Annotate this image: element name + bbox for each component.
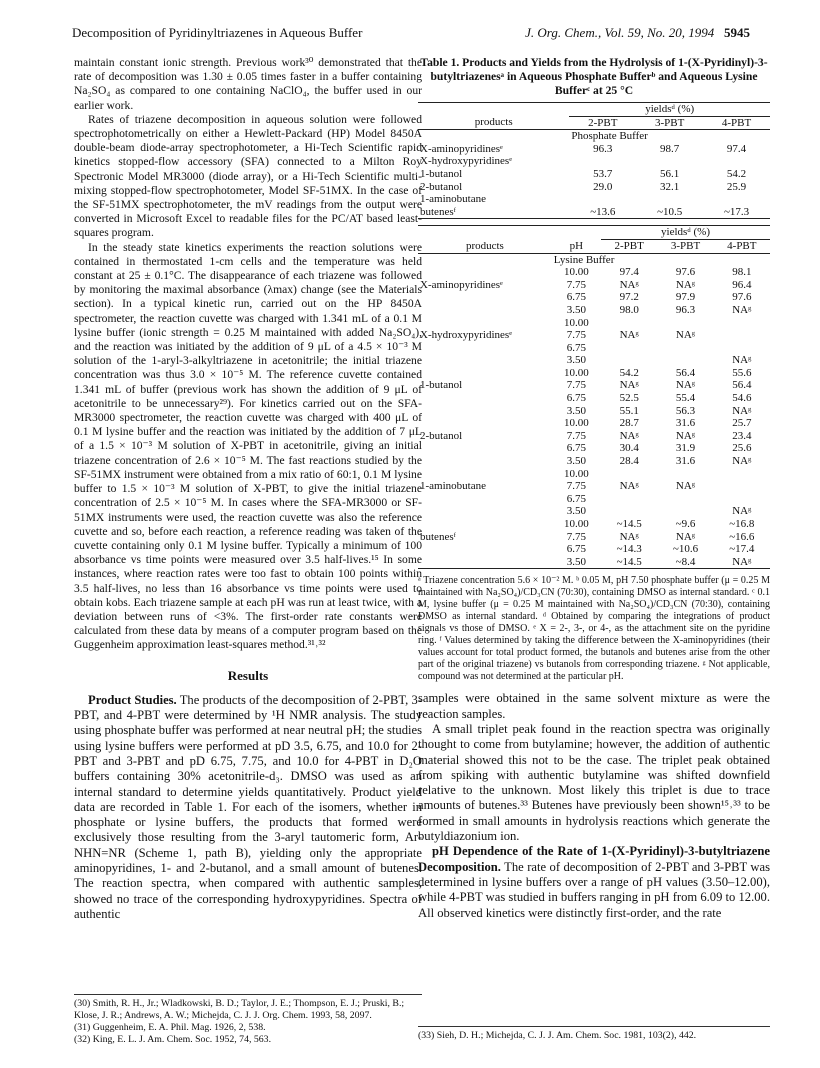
table-cell bbox=[418, 543, 552, 556]
table-cell: butenesᶠ bbox=[420, 530, 456, 543]
table-cell: 7.75 bbox=[566, 530, 587, 543]
table-cell: 55.6 bbox=[732, 366, 752, 379]
table-cell: NAᵍ bbox=[619, 480, 639, 493]
table-cell: NAᵍ bbox=[675, 530, 696, 543]
paragraph-ph-dependence bbox=[418, 844, 770, 920]
table-row bbox=[418, 168, 770, 181]
table-cell: 6.75 bbox=[566, 291, 587, 304]
paragraph: Rates of triazene decomposition in aqueous solution were followed spectrophotometrically on either a Hewlett-Packard (HP) Model 8450A double-beam diode-array spectrophotometer, a Hi-Tech Scientific rapid kinetics stopped-flow accessory (SFA) connected to a Milton Roy Spectronic Model MR3000 (diode array), or a Hi-Tech Scientific multi-mixing stopped-flow spectrophotometer, Model SF-51MX. In the case of the SF-51MX spectrophotometer, the mV readings from the output were converted in Microsoft Excel to readable files for the PC/AT based least-squares program. bbox=[74, 112, 422, 240]
table-cell: ~9.6 bbox=[675, 518, 696, 530]
table-cell: NAᵍ bbox=[619, 530, 639, 543]
table-cell: 10.00 bbox=[564, 316, 589, 329]
table-cell bbox=[636, 193, 703, 206]
table-cell: 3.50 bbox=[566, 555, 587, 568]
table-cell bbox=[418, 304, 552, 317]
table-cell: 7.75 bbox=[566, 379, 587, 392]
table-cell: 31.6 bbox=[675, 417, 696, 430]
table-cell: 52.5 bbox=[619, 392, 639, 405]
table-cell bbox=[418, 266, 552, 279]
table-cell bbox=[714, 317, 770, 330]
paragraph: In the steady state kinetics experiments the reaction solutions were contained in thermostated 1-cm cells and the temperature was held constant at 25 ± 0.1°C. The disappearance of each triazene was followed by monitoring the maximal absorbance (λmax) change (see the Materials section). In a typical kinetic run, carried out on the HP 8450A spectrometer, the reaction cuvette was charged with 1.341 mL of a 0.1 M lysine buffer (ionic strength = 0.25 M maintained with added Na₂SO₄), and the reaction was initiated by the addition of 9 μL of a 4.5 × 10⁻³ M solution of the 1-aryl-3-alkyltriazene in acetonitrile; the initial triazene concentration was thus 3.0 × 10⁻⁵ M. The reference cuvette contained 1.341 mL of buffer (previous work has shown the addition of 9 μL of acetonitrile to be unnecessary²⁹). For kinetics carried out on the SFA-MR3000 spectrometer, the reaction cuvette was charged with 400 μL of 0.1 M lysine buffer and the reaction was initiated by the addition of 7 μL of a 1.5 × 10⁻³ M solution of X-PBT in acetonitrile, giving an initial triazene concentration of 2.6 × 10⁻⁵ M. The fast reactions studied by the SF-51MX instrument were obtained from a mix ratio of 60:1, 0.1 M lysine buffer to 1.5 × 10⁻³ M solution of X-PBT, to give the initial triazene concentration of 2.5 × 10⁻⁵ M. In cases where the SFA-MR3000 or SF-51MX instruments were used, the reaction cuvette was also the reference cuvette and so, before each reaction, a reference reading was taken of the cuvette containing only 0.1 M lysine buffer. Typically a minimum of 100 absorbance vs time points were measured over 3.5 half-lives.¹⁵ In some instances, where reaction rates were too fast to obtain 100 points within 3.5 half-lives, no less than 16 absorbance vs time points were used to obtain kobs. Each triazene sample at each pH was run at least twice, with a deviation between runs of <3%. The first-order rate constants were calculated from these data by means of a computer program based on the Guggenheim approximation least-squares method.³¹˒³² bbox=[74, 240, 422, 652]
table-cell: NAᵍ bbox=[732, 455, 752, 468]
table-cell: 7.75 bbox=[566, 429, 587, 442]
table-cell: X-aminopyridinesᵉ bbox=[420, 278, 503, 291]
table-cell: 10.00 bbox=[564, 467, 589, 480]
table-cell: 6.75 bbox=[566, 442, 587, 455]
footnote: (33) Sieh, D. H.; Michejda, C. J. J. Am. Chem. Soc. 1981, 103(2), 442. bbox=[418, 1030, 697, 1041]
buffer-label: Phosphate Buffer bbox=[571, 130, 648, 143]
paragraph: samples were obtained in the same solvent mixture as were the reaction samples. bbox=[418, 691, 770, 721]
table-cell: 6.75 bbox=[566, 392, 587, 405]
table-cell: NAᵍ bbox=[619, 329, 639, 342]
table-cell: NAᵍ bbox=[675, 480, 696, 493]
table-cell bbox=[418, 493, 552, 506]
table-cell: 7.75 bbox=[566, 329, 587, 342]
table-cell: 6.75 bbox=[566, 341, 587, 354]
table-row bbox=[418, 430, 770, 443]
table-cell: ~14.5 bbox=[616, 555, 642, 568]
table-cell: 54.2 bbox=[726, 167, 747, 180]
paragraph: A small triplet peak found in the reaction spectra was originally thought to come from butylamine; however, the addition of authentic material showed this not to be the case. The triplet peak obtained from spiking with authentic butylamine was shifted downfield relative to the unknown. Most likely this triplet is due to trace amounts of butenes.³³ Butenes have previously been shown¹⁵˒³³ to be formed in small amounts in hydrolysis reactions which generate the butyldiazonium ion. bbox=[418, 721, 770, 844]
table-notes: ᵃ Triazene concentration 5.6 × 10⁻² M. ᵇ 0.05 M, pH 7.50 phosphate buffer (μ = 0.25 M maintained with Na₂SO₄)/CD₃CN (70:30), containing DMSO as internal standard. ᶜ 0.1 M, lysine buffer (μ = 0.25 M maintained with Na₂SO₄)/CD₃CN (70:30), containing DMSO as internal standard. ᵈ Obtained by comparing the integrations of product signals vs those of DMSO. ᵉ X = 2-, 3-, or 4-, as the attachment site on the pyridine ring. ᶠ Values determined by taking the difference between the X-aminopyridines (their values account for total product formed, the butanols and butenes arise from the other part of the original triazene) vs butanols from corresponding triazene. ᵍ Not applicable, compound was not determined at the particular pH. bbox=[418, 575, 770, 683]
table-cell: 6.75 bbox=[566, 543, 587, 556]
table-cell: NAᵍ bbox=[675, 379, 696, 392]
paragraph-product-studies bbox=[74, 693, 422, 922]
table-cell: 23.4 bbox=[732, 429, 752, 442]
table-cell bbox=[418, 505, 552, 518]
table-cell: 1-aminobutane bbox=[420, 480, 486, 493]
table-cell: 97.4 bbox=[726, 142, 747, 155]
yields-header: yieldsᵈ (%) bbox=[601, 226, 770, 240]
table-cell bbox=[703, 193, 770, 206]
table-row bbox=[418, 291, 770, 304]
table-cell: ~17.4 bbox=[729, 543, 755, 556]
table-cell bbox=[418, 455, 552, 468]
table-cell: 54.2 bbox=[619, 366, 639, 379]
paragraph-lead: pH Dependence of the Rate of 1-(X-Pyridinyl)-3-butyltriazene Decomposition. bbox=[418, 844, 770, 874]
table-row bbox=[418, 379, 770, 392]
column-header: 3-PBT bbox=[655, 116, 685, 129]
table-cell: 3.50 bbox=[566, 455, 587, 468]
table-cell: 3.50 bbox=[566, 354, 587, 367]
column-header: products bbox=[474, 116, 513, 129]
table-cell bbox=[601, 505, 657, 518]
table-cell: 3.50 bbox=[566, 404, 587, 417]
table-cell bbox=[714, 329, 770, 342]
table-cell bbox=[418, 417, 552, 430]
table-cell: 1-butanol bbox=[420, 167, 463, 180]
table-cell bbox=[657, 317, 713, 330]
footnote: (32) King, E. L. J. Am. Chem. Soc. 1952, 74, 563. bbox=[74, 1034, 272, 1045]
table-cell: NAᵍ bbox=[675, 329, 696, 342]
table-row bbox=[418, 279, 770, 292]
table-cell bbox=[714, 342, 770, 355]
table-cell: 25.6 bbox=[732, 442, 752, 455]
table-cell: NAᵍ bbox=[675, 278, 696, 291]
table-cell: 56.3 bbox=[675, 404, 696, 417]
table-cell: X-hydroxypyridinesᵉ bbox=[420, 155, 513, 168]
buffer-label: Lysine Buffer bbox=[553, 253, 615, 266]
table-cell bbox=[714, 480, 770, 493]
table-cell: X-hydroxypyridinesᵉ bbox=[420, 329, 513, 342]
table-cell: ~17.3 bbox=[723, 205, 750, 218]
table-row bbox=[418, 442, 770, 455]
table-cell: ~8.4 bbox=[675, 555, 696, 568]
footnote: (30) Smith, R. H., Jr.; Wladkowski, B. D.; Taylor, J. E.; Thompson, E. J.; Pruski, B.; Klose, J. R.; Andrews, A. W.; Michejda, C. J. J. Org. Chem. 1993, 58, 2097. bbox=[74, 998, 405, 1021]
table-cell: 31.9 bbox=[675, 442, 696, 455]
table-cell bbox=[418, 342, 552, 355]
table-cell bbox=[636, 155, 703, 168]
paragraph-text: The rate of decomposition of 2-PBT and 3-PBT was determined in lysine buffers over a range of pH values (3.50–12.00), while 4-PBT was studied in buffers ranging in pH from 6.09 to 12.00. All observed kinetics were distinctly first-order, and the rate bbox=[418, 859, 770, 920]
column-header: 3-PBT bbox=[670, 239, 701, 252]
table-cell: ~10.5 bbox=[657, 205, 683, 218]
table-cell bbox=[601, 493, 657, 506]
table-cell: 53.7 bbox=[593, 167, 613, 180]
table-cell: 6.75 bbox=[566, 492, 587, 505]
table-row bbox=[418, 304, 770, 317]
table-cell: 7.75 bbox=[566, 480, 587, 493]
table-cell: 32.1 bbox=[660, 180, 680, 193]
table-row bbox=[418, 518, 770, 531]
table-cell: ~10.6 bbox=[672, 543, 699, 556]
table-cell: butenesᶠ bbox=[420, 205, 456, 218]
table-cell: 30.4 bbox=[619, 442, 639, 455]
table-cell: 97.9 bbox=[675, 291, 696, 304]
table-row bbox=[418, 556, 770, 569]
table-cell bbox=[418, 392, 552, 405]
table-cell bbox=[418, 556, 552, 569]
column-header: 2-PBT bbox=[614, 239, 644, 252]
table-row bbox=[418, 417, 770, 430]
column-header: 4-PBT bbox=[727, 239, 757, 252]
table-cell: ~14.3 bbox=[616, 543, 642, 556]
table-row bbox=[418, 405, 770, 418]
table-cell bbox=[418, 367, 552, 380]
column-header: 2-PBT bbox=[588, 116, 618, 129]
table-cell: 97.6 bbox=[732, 291, 752, 304]
table-cell: 1-butanol bbox=[420, 379, 463, 392]
left-column bbox=[74, 56, 422, 922]
table-cell bbox=[418, 442, 552, 455]
table-row bbox=[418, 329, 770, 342]
table-cell: 2-butanol bbox=[420, 429, 463, 442]
table-cell: 98.0 bbox=[619, 303, 639, 316]
table-cell bbox=[418, 291, 552, 304]
table-cell bbox=[569, 193, 636, 206]
table-cell bbox=[714, 493, 770, 506]
table-cell: 10.00 bbox=[564, 417, 589, 430]
table-cell: ~14.5 bbox=[616, 518, 642, 530]
table-row bbox=[418, 317, 770, 330]
table-cell: 96.4 bbox=[732, 278, 752, 291]
table-row bbox=[418, 266, 770, 279]
table-cell: NAᵍ bbox=[619, 429, 639, 442]
running-header-journal bbox=[525, 25, 750, 41]
column-header: 4-PBT bbox=[721, 116, 752, 129]
table-row bbox=[418, 143, 770, 156]
table-cell: 96.3 bbox=[675, 303, 696, 316]
table-row bbox=[418, 367, 770, 380]
table-cell bbox=[601, 342, 657, 355]
footnotes-left bbox=[74, 994, 422, 1046]
table-row bbox=[418, 505, 770, 518]
table-row bbox=[418, 480, 770, 493]
column-header: products bbox=[465, 239, 504, 252]
table-cell bbox=[418, 468, 552, 481]
table-cell: NAᵍ bbox=[619, 379, 639, 392]
table-cell: 54.6 bbox=[732, 392, 752, 405]
table-cell: 10.00 bbox=[564, 518, 589, 530]
table-cell: 25.7 bbox=[732, 417, 752, 430]
table-lysine bbox=[418, 225, 770, 569]
table-cell: 1-aminobutane bbox=[420, 193, 486, 206]
table-row bbox=[418, 342, 770, 355]
table-cell: 7.75 bbox=[566, 278, 587, 291]
table-cell bbox=[657, 468, 713, 481]
table-cell: NAᵍ bbox=[732, 555, 752, 568]
table-cell: NAᵍ bbox=[732, 505, 752, 518]
table-cell bbox=[418, 518, 552, 531]
table-cell: NAᵍ bbox=[619, 278, 639, 291]
table-cell bbox=[657, 505, 713, 518]
column-header: pH bbox=[569, 239, 584, 252]
table-cell bbox=[601, 468, 657, 481]
table-row bbox=[418, 155, 770, 168]
footnotes-right bbox=[418, 1026, 770, 1042]
table-cell: 97.4 bbox=[619, 266, 639, 279]
table-row bbox=[418, 181, 770, 194]
table-title: Table 1. Products and Yields from the Hydrolysis of 1-(X-Pyridinyl)-3-butyltriazenesᵃ in Aqueous Phosphate Bufferᵇ and Aqueous Lysine Bufferᶜ at 25 °C bbox=[420, 56, 768, 97]
table-cell bbox=[657, 342, 713, 355]
table-row bbox=[418, 193, 770, 206]
table-cell: 97.6 bbox=[675, 266, 696, 279]
table-phosphate bbox=[418, 102, 770, 219]
journal-citation: J. Org. Chem., Vol. 59, No. 20, 1994 bbox=[525, 25, 715, 40]
table-cell: 28.7 bbox=[619, 417, 639, 430]
table-cell: X-aminopyridinesᵉ bbox=[420, 142, 503, 155]
table-row bbox=[418, 354, 770, 367]
running-header-title: Decomposition of Pyridinyltriazenes in Aqueous Buffer bbox=[72, 25, 363, 40]
table-cell: 2-butanol bbox=[420, 180, 463, 193]
yields-header: yieldsᵈ (%) bbox=[569, 103, 770, 117]
page-number: 5945 bbox=[724, 25, 750, 40]
table-cell bbox=[703, 155, 770, 168]
table-cell: 28.4 bbox=[619, 455, 639, 468]
table-cell: NAᵍ bbox=[732, 303, 752, 316]
paragraph: maintain constant ionic strength. Previous work³⁰ demonstrated that the rate of decomposition was 1.30 ± 0.05 times faster in a buffer containing Na₂SO₄ as compared to one containing NaClO₄, the buffer used in our earlier work. bbox=[74, 56, 422, 112]
table-cell: 29.0 bbox=[593, 180, 613, 193]
table-row bbox=[418, 531, 770, 544]
table-cell: ~13.6 bbox=[590, 205, 616, 218]
table-row bbox=[418, 392, 770, 405]
table-cell: 55.1 bbox=[619, 404, 639, 417]
table-cell bbox=[657, 493, 713, 506]
table-cell: 31.6 bbox=[675, 455, 696, 468]
table-cell: 3.50 bbox=[566, 505, 587, 518]
table-cell: 56.4 bbox=[675, 366, 696, 379]
table-cell: ~16.8 bbox=[729, 518, 755, 530]
table-cell: 10.00 bbox=[564, 266, 589, 279]
table-cell bbox=[418, 405, 552, 418]
table-cell: NAᵍ bbox=[732, 354, 752, 367]
table-cell: 3.50 bbox=[566, 303, 587, 316]
table-cell: ~16.6 bbox=[729, 530, 755, 543]
footnote: (31) Guggenheim, E. A. Phil. Mag. 1926, 2, 538. bbox=[74, 1022, 266, 1033]
table-cell: 55.4 bbox=[675, 392, 696, 405]
table-cell bbox=[601, 354, 657, 367]
table-cell bbox=[601, 317, 657, 330]
table-cell bbox=[657, 354, 713, 367]
paragraph-text: The products of the decomposition of 2-PBT, 3-PBT, and 4-PBT were determined by ¹H NMR analysis. The study using phosphate buffer was performed at near neutral pH; the studies using lysine buffers were performed at pD 3.5, 6.75, and 10.0 for 2-PBT and 3-PBT and pD 6.75, 7.75, and 10.0 for 4-PBT in D₂O buffers containing 30% acetonitrile-d₃. DMSO was used as an internal standard to determine yields quantitatively. Product yield data are recorded in Table 1. For each of the isomers, whether in phosphate or lysine buffers, the products that formed were exclusively those resulting from the 3-aryl tautomeric form, Ar-NHN=NR (Scheme 1, path B), yielding only the appropriate aminopyridines, 1- and 2-butanol, and a small amount of butenes. The reaction spectra, when compared with authentic samples, showed no trace of the corresponding hydroxypyridines. Spectra of authentic bbox=[74, 692, 422, 921]
table-cell: 56.4 bbox=[732, 379, 752, 392]
section-title-results: Results bbox=[227, 667, 269, 683]
table-cell bbox=[418, 317, 552, 330]
table-cell bbox=[569, 155, 636, 168]
table-row bbox=[418, 206, 770, 219]
table-cell: 25.9 bbox=[726, 180, 747, 193]
table-cell: 96.3 bbox=[593, 142, 613, 155]
table-cell: NAᵍ bbox=[675, 429, 696, 442]
table-row bbox=[418, 543, 770, 556]
right-column bbox=[418, 56, 770, 921]
table-cell: 97.2 bbox=[619, 291, 639, 304]
table-cell bbox=[714, 468, 770, 481]
table-cell: NAᵍ bbox=[732, 404, 752, 417]
table-cell: 10.00 bbox=[564, 366, 589, 379]
table-row bbox=[418, 493, 770, 506]
paragraph-lead: Product Studies. bbox=[88, 692, 177, 707]
table-cell: 56.1 bbox=[660, 167, 680, 180]
table-row bbox=[418, 468, 770, 481]
table-cell: 98.1 bbox=[732, 266, 752, 279]
table-cell bbox=[418, 354, 552, 367]
table-row bbox=[418, 455, 770, 468]
table-cell: 98.7 bbox=[660, 142, 680, 155]
